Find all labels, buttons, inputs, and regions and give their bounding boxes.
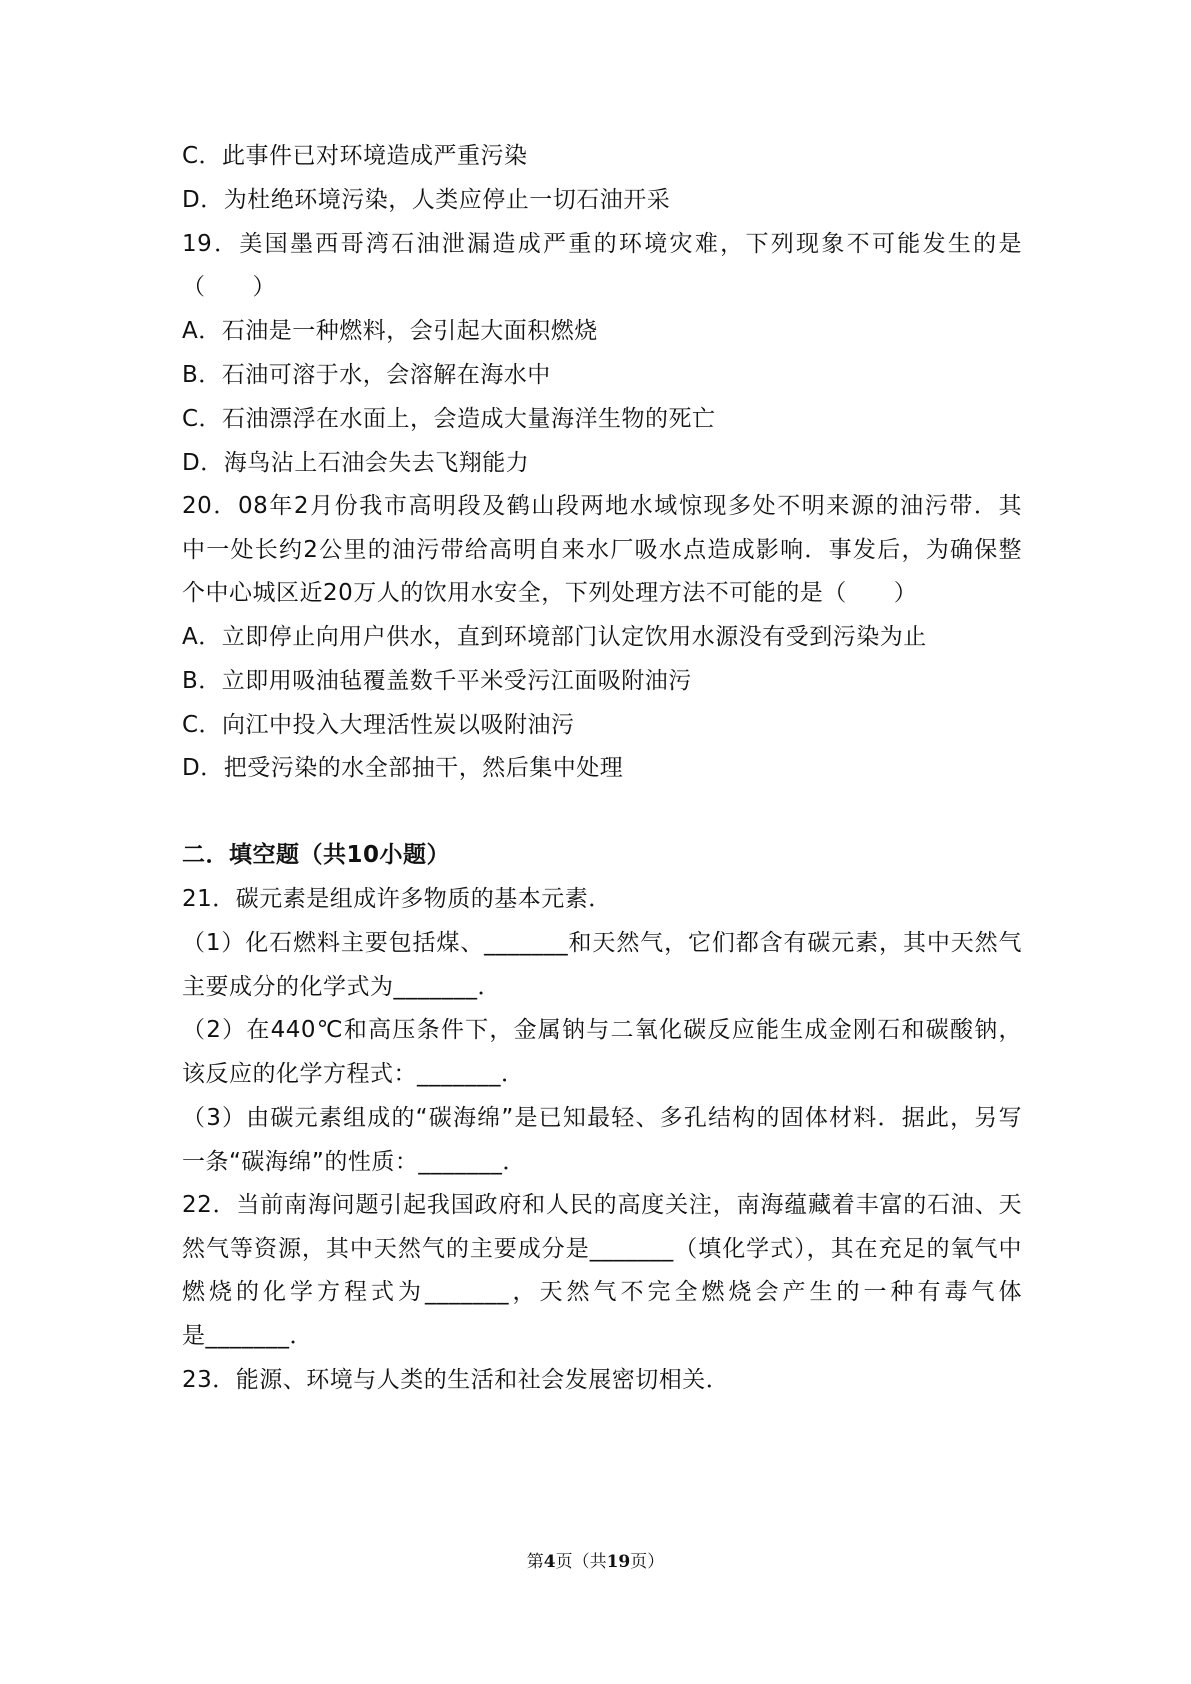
option-c-20: C．向江中投入大理活性炭以吸附油污	[182, 712, 575, 738]
question-20-line-3: 个中心城区近20万人的饮用水安全，下列处理方法不可能的是（ ）	[182, 580, 918, 606]
option-c-18: C．此事件已对环境造成严重污染	[182, 143, 528, 169]
question-19-stem: 19．美国墨西哥湾石油泄漏造成严重的环境灾难，下列现象不可能发生的是	[182, 231, 1022, 257]
option-b-19: B．石油可溶于水，会溶解在海水中	[182, 362, 551, 388]
option-c-19: C．石油漂浮在水面上，会造成大量海洋生物的死亡	[182, 406, 716, 432]
option-b-20: B．立即用吸油毡覆盖数千平米受污江面吸附油污	[182, 668, 692, 694]
question-22-line-2: 然气等资源，其中天然气的主要成分是_______（填化学式），其在充足的氧气中	[182, 1236, 1022, 1262]
question-21-part-2-line-1: （2）在440℃和高压条件下，金属钠与二氧化碳反应能生成金刚石和碳酸钠，	[182, 1017, 1022, 1043]
question-21-stem: 21．碳元素是组成许多物质的基本元素．	[182, 886, 612, 912]
question-19-bracket: （ ）	[182, 274, 276, 300]
option-a-20: A．立即停止向用户供水，直到环境部门认定饮用水源没有受到污染为止	[182, 624, 927, 650]
question-21-part-1-line-1: （1）化石燃料主要包括煤、_______和天然气，它们都含有碳元素，其中天然气	[182, 930, 1022, 956]
question-20-line-2: 中一处长约2公里的油污带给高明自来水厂吸水点造成影响．事发后，为确保整	[182, 537, 1022, 563]
footer-page-number: 4	[543, 1552, 556, 1572]
question-21-part-3-line-1: （3）由碳元素组成的“碳海绵”是已知最轻、多孔结构的固体材料．据此，另写	[182, 1105, 1022, 1131]
question-21-part-3-line-2: 一条“碳海绵”的性质：_______．	[182, 1149, 526, 1175]
option-d-20: D．把受污染的水全部抽干，然后集中处理	[182, 755, 624, 781]
option-d-19: D．海鸟沾上石油会失去飞翔能力	[182, 450, 530, 476]
question-22-line-3: 燃烧的化学方程式为_______，天然气不完全燃烧会产生的一种有毒气体	[182, 1279, 1022, 1305]
question-21-part-1-line-2: 主要成分的化学式为_______．	[182, 974, 501, 1000]
question-21-part-2-line-2: 该反应的化学方程式：_______．	[182, 1061, 525, 1087]
section-heading: 二．填空题（共10小题）	[182, 842, 451, 868]
question-20-line-1: 20．08年2月份我市高明段及鹤山段两地水域惊现多处不明来源的油污带．其	[182, 493, 1022, 519]
question-22-line-4: 是_______．	[182, 1323, 313, 1349]
footer-total-pages: 19	[606, 1552, 631, 1572]
footer-prefix: 第	[526, 1552, 544, 1572]
footer-middle: 页（共	[555, 1552, 607, 1572]
footer-suffix: 页）	[630, 1552, 665, 1572]
question-23-stem: 23．能源、环境与人类的生活和社会发展密切相关．	[182, 1367, 730, 1393]
option-a-19: A．石油是一种燃料，会引起大面积燃烧	[182, 318, 598, 344]
option-d-18: D．为杜绝环境污染，人类应停止一切石油开采	[182, 187, 671, 213]
question-22-line-1: 22．当前南海问题引起我国政府和人民的高度关注，南海蕴藏着丰富的石油、天	[182, 1192, 1022, 1218]
page-footer	[0, 1551, 1191, 1573]
